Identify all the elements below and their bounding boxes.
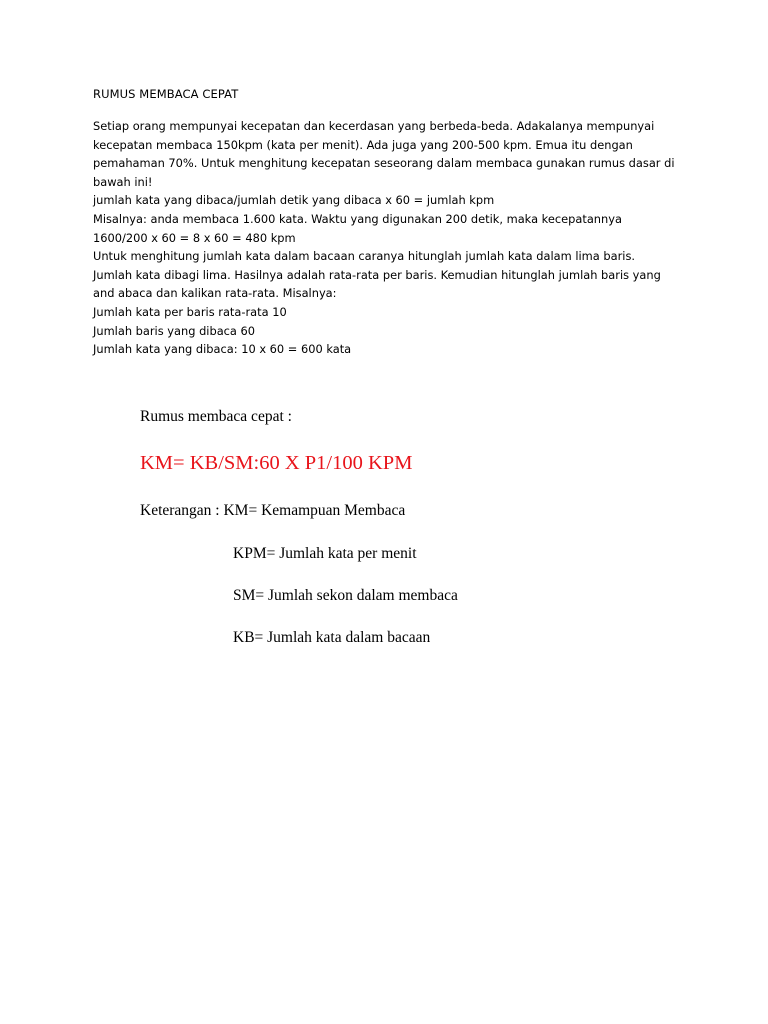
body-line: and abaca dan kalikan rata-rata. Misalnya: (93, 286, 337, 301)
body-line: 1600/200 x 60 = 8 x 60 = 480 kpm (93, 230, 296, 245)
keterangan-kb: KB= Jumlah kata dalam bacaan (233, 629, 431, 646)
rumus-label: Rumus membaca cepat : (140, 408, 292, 425)
keterangan-sm: SM= Jumlah sekon dalam membaca (233, 587, 458, 604)
body-line: Untuk menghitung jumlah kata dalam bacaan caranya hitunglah jumlah kata dalam lima baris. (93, 249, 635, 264)
body-line: Misalnya: anda membaca 1.600 kata. Waktu yang digunakan 200 detik, maka kecepatannya (93, 211, 622, 226)
keterangan-kpm: KPM= Jumlah kata per menit (233, 545, 417, 562)
body-line: Jumlah kata yang dibaca: 10 x 60 = 600 kata (93, 342, 352, 357)
body-line: kecepatan membaca 150kpm (kata per menit). Ada juga yang 200-500 kpm. Emua itu dengan (93, 137, 633, 152)
keterangan-km: Keterangan : KM= Kemampuan Membaca (140, 502, 406, 519)
body-line: pemahaman 70%. Untuk menghitung kecepatan seseorang dalam membaca gunakan rumus dasar di (93, 156, 675, 171)
body-line: Jumlah kata per baris rata-rata 10 (93, 304, 287, 319)
body-line: jumlah kata yang dibaca/jumlah detik yang dibaca x 60 = jumlah kpm (93, 193, 495, 208)
document-body (93, 117, 693, 359)
formula: KM= KB/SM:60 X P1/100 KPM (140, 452, 413, 474)
document-heading: RUMUS MEMBACA CEPAT (93, 87, 239, 101)
body-line: Setiap orang mempunyai kecepatan dan kecerdasan yang berbeda-beda. Adakalanya mempunyai (93, 119, 655, 133)
body-line: Jumlah baris yang dibaca 60 (93, 323, 256, 338)
body-line: Jumlah kata dibagi lima. Hasilnya adalah rata-rata per baris. Kemudian hitunglah jumlah baris yang (93, 267, 661, 282)
body-line: bawah ini! (93, 174, 153, 189)
